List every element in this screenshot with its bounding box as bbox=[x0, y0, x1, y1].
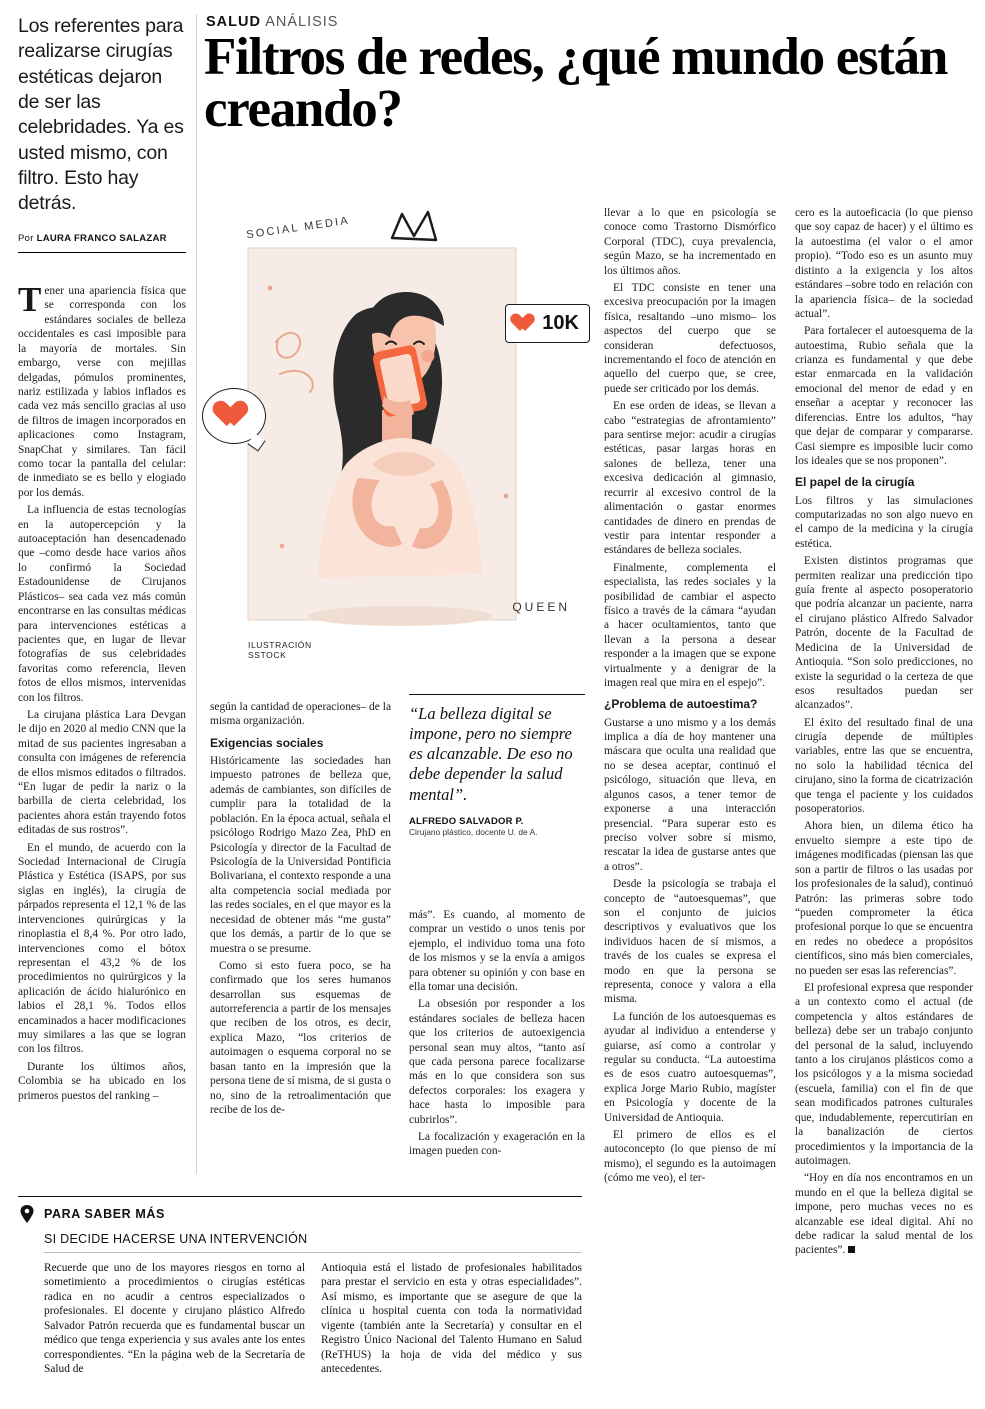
paragraph: Como si esto fuera poco, se ha confirmado que los seres humanos desarrollan sus esquemas de autorreferencia a partir de los mensajes que reciben de los otros, es decir, explica Mazo, “los criterios de autoimagen o esquema corporal no se basan tanto en la impresión que la persona tiene de sí misma, de si gusta o no, sino de la retroalimentación que recibe de los de- bbox=[210, 959, 391, 1116]
paragraph: En el mundo, de acuerdo con la Sociedad Internacional de Cirugía Plástica y Estética (ISAPS, por sus siglas en inglés), la cirugía de párpados representa el 12,1 % de las intervenciones quirúrgicas y la rinoplastia el 8,4 %. Por otro lado, intervenciones como el bótox representan el 43,2 % de los procedimientos no quirúrgicos y la aplicación de ácido hialurónico en labios el 28,1 %. Todos ellos encaminados a hacer modificaciones muy similares a las que se logran con los filtros. bbox=[18, 841, 186, 1056]
para-saber-mas-subtitle: SI DECIDE HACERSE UNA INTERVENCIÓN bbox=[44, 1232, 308, 1246]
paragraph: En ese orden de ideas, se llevan a cabo “estrategias de afrontamiento” para sentirse mejor: acudir a cirugías estéticas, pasar largas horas en salones de belleza, tener una excesiva dedicación al gimnasio, recurrir al excesivo control de la alimentación o gastar enormes cantidades de dinero en prendas de vestir para intentar responder a estándares de belleza sociales. bbox=[604, 400, 776, 557]
para-saber-mas-label: PARA SABER MÁS bbox=[44, 1207, 165, 1221]
paragraph: Finalmente, complementa el especialista, las redes sociales y la posibilidad de cambiar el aspecto físico a través de la cámara “ayudan a hacer ocultamientos, tanto que llevan a la persona a desear responder a la imagen que se expone virtualmente y a denigrar de la imagen real que mira en el espejo”. bbox=[604, 561, 776, 690]
paragraph: La cirujana plástica Lara Devgan le dijo en 2020 al medio CNN que la mitad de sus pacientes ingresaban a consulta con imágenes de referencia de ellos mismos editados o filtrados. “En lugar de pedir la nariz o la barbilla de cierta celebridad, los pacientes ahora están trayendo fotos editadas de sus rostros”. bbox=[18, 708, 186, 837]
likes-count: 10K bbox=[542, 312, 579, 334]
paragraph: Para fortalecer el autoesquema de la autoestima, Rubio señala que la crianza es fundamental y que debe estar enmarcada en la validación emocional del menor de edad y en enseñar a aceptar y reconocer las diferencias. Entre los adultos, “hay que dejar de comparar y compararse. Casi siempre es imposible lucir como los ideales que se nos proponen”. bbox=[795, 325, 973, 468]
body-column-5 bbox=[795, 206, 973, 1261]
paragraph: Durante los últimos años, Colombia se ha ubicado en los primeros puestos del ranking – bbox=[18, 1060, 186, 1102]
para-saber-mas-columns bbox=[44, 1261, 582, 1376]
paragraph: El TDC consiste en tener una excesiva preocupación por la imagen física, resaltando –uno mismo– los aspectos del cuerpo que se consideran defectuosos, incrementando el foco de atención en aquello del cuerpo que, se cree, puede ser criticado por los demás. bbox=[604, 281, 776, 395]
illustration-credit bbox=[248, 640, 312, 660]
paragraph bbox=[795, 1171, 973, 1258]
page-title: Filtros de redes, ¿qué mundo están creando? bbox=[204, 28, 948, 138]
heart-icon bbox=[218, 402, 250, 431]
body-column-4 bbox=[604, 206, 776, 1189]
para-saber-mas-header bbox=[18, 1196, 582, 1224]
paragraph: más”. Es cuando, al momento de comprar un vestido o unos tenis por ejemplo, el individuo toma una foto de los mismos y se la envía a amigos para obtener su opinión y con base en ella tomar una decisión. bbox=[409, 909, 585, 994]
paragraph: Tener una apariencia física que se corresponda con los estándares sociales de belleza occidentales es casi imposible para la mayoría de mortales. Sin embargo, verse con mejillas delgadas, pómulos prominentes, nariz estilizada y labios inflados es cada vez más sencillo gracias al uso de filtros de imagen incorporados en aplicaciones como Instagram, SnapChat y similares. Tan fácil como tocar la pantalla del celular: de inmediato se es bello y elogiado por los demás. bbox=[18, 280, 186, 499]
para-saber-mas-divider bbox=[44, 1252, 582, 1253]
kicker-section: SALUD bbox=[206, 14, 261, 30]
illustration-artwork bbox=[206, 196, 584, 666]
paragraph: Desde la psicología se trabaja el concepto de “autoesquemas”, que son el conjunto de juicios descriptivos y evaluativos que los individuos hacen de sí mismos, a través de los cuales se expresa el modo en que la persona se representa, conoce y valora a ella misma. bbox=[604, 878, 776, 1006]
subheading-problema-autoestima: ¿Problema de autoestima? bbox=[604, 697, 758, 712]
paragraph: según la cantidad de operaciones– de la misma organización. bbox=[210, 701, 391, 728]
byline bbox=[18, 233, 186, 250]
pullquote-text: “La belleza digital se impone, pero no siempre es alcanzable. De eso no debe depender la salud mental”. bbox=[409, 704, 573, 804]
paragraph: La focalización y exageración en la imagen pueden con- bbox=[409, 1131, 585, 1158]
pin-icon bbox=[18, 1204, 36, 1224]
likes-badge bbox=[505, 304, 590, 343]
para-saber-mas-col-right: Antioquia está el listado de profesionales habilitados para prestar el servicio en esta y otras especialidades”. Así mismo, es importante que se asegure de que la clínica u hospital cuenta con toda la normatividad vigente (también ante la Secretaría) y consultar en el Registro Único Nacional del Talento Humano en Salud (ReTHUS) la hoja de vida del médico y sus antecedentes. bbox=[321, 1262, 582, 1375]
subheading-exigencias-sociales: Exigencias sociales bbox=[210, 735, 324, 750]
illustration-credit-line1: ILUSTRACIÓN bbox=[248, 640, 312, 650]
illustration-credit-line2: SSTOCK bbox=[248, 650, 287, 661]
left-rail bbox=[18, 14, 186, 253]
paragraph: Los filtros y las simulaciones computarizadas no son algo nuevo en el campo de la medicina y la cirugía estética. bbox=[795, 494, 973, 550]
subheading-papel-cirugia: El papel de la cirugía bbox=[795, 475, 915, 490]
standfirst: Los referentes para realizarse cirugías estéticas dejaron de ser las celebridades. Ya es usted mismo, con filtro. Esto hay detrás. bbox=[18, 15, 184, 215]
byline-prefix: Por bbox=[18, 232, 37, 244]
body-column-3 bbox=[409, 908, 585, 1162]
heart-icon bbox=[514, 314, 536, 334]
paragraph: llevar a lo que en psicología se conoce como Trastorno Dismórfico Corporal (TDC), cuya prevalencia, según Mazo, se ha incrementado en los últimos años. bbox=[604, 207, 776, 277]
paragraph: El primero de ellos es el autoconcepto (lo que pienso de mí mismo), el segundo es la autoimagen (cómo me veo), el ter- bbox=[604, 1128, 776, 1185]
pullquote-author: ALFREDO SALVADOR P. bbox=[409, 815, 524, 827]
byline-author: LAURA FRANCO SALAZAR bbox=[36, 232, 167, 244]
end-mark bbox=[848, 1246, 855, 1253]
paragraph-text: “Hoy en día nos encontramos en un mundo en el que la belleza digital se impone, pero muchas veces no es alcanzable ese ideal digital. Ahí no debe radicar la salud mental de los pacientes”. bbox=[795, 1172, 973, 1257]
pullquote-author-role: Cirujano plástico, docente U. de A. bbox=[409, 826, 538, 837]
illustration bbox=[206, 196, 584, 666]
paragraph: Existen distintos programas que permiten realizar una predicción tipo guía frente al aspecto posoperatorio que podría alcanzar un paciente, narra el cirujano plástico Alfredo Salvador Patrón, docente de la Facultad de Medicina de la Universidad de Antioquia. “Son solo predicciones, no existe la seguridad o la certeza de que esos resultados puedan ser alcanzados”. bbox=[795, 555, 973, 712]
paragraph: La influencia de estas tecnologías en la autopercepción y la autoaceptación han desencadenado que –como desde hace varios años lo confirmó la Sociedad Estadounidense de Cirujanos Plásticos– sea cada vez más común encontrarse en las consultas médicas para intervenciones estéticas a pacientes que, en lugar de llevar fotografías de sus celebridades favoritas como referencia, lleven fotos de ellos mismos, intervenidas con los filtros. bbox=[18, 504, 186, 704]
paragraph: Históricamente las sociedades han impuesto patrones de belleza que, además de cambiantes, son difíciles de cumplir para la totalidad de la población. En la época actual, señala el psicólogo Rodrigo Mazo Zea, PhD en Psicología y director de la Facultad de Psicología de la Universidad Pontificia Bolivariana, el contexto responde a una alta competencia social mediada por las redes sociales, en el que mayor es la necesidad de obtener más “me gusta” que los demás, a partir de lo que se muestra o se presume. bbox=[210, 755, 391, 955]
heart-bubble bbox=[202, 388, 266, 444]
paragraph: El profesional expresa que responder a un contexto como el actual (de competencia y altos estándares de belleza) debe ser un trabajo conjunto del personal de la salud, incluyendo tanto a los cirujanos plásticos como a los psicólogos y a la misma sociedad (escuela, familia) con el fin de que sean modificados patrones culturales que, indudablemente, repercutirían en la banalización de ciertos procedimientos y la importancia de la autoimagen. bbox=[795, 981, 973, 1167]
paragraph: La función de los autoesquemas es ayudar al individuo a entenderse y guiarse, así como a controlar y regular su conducta. “La autoestima es de esos cuatro autoesquemas”, explica Jorge Mario Rubio, magíster en Psicología y docente de la Universidad de Antioquia. bbox=[604, 1010, 776, 1124]
column-divider bbox=[196, 14, 197, 1174]
para-saber-mas-col-left: Recuerde que uno de los mayores riesgos en torno al sometimiento a procedimientos o cirugías estéticas radica en no acudir a centros especializados o profesionales. El docente y cirujano plástico Alfredo Salvador Patrón recuerda que es fundamental buscar un médico que tenga experiencia y sus avales ante los entes correspondientes. “En la página web de la Secretaría de Salud de bbox=[44, 1262, 305, 1375]
paragraph: El éxito del resultado final de una cirugía depende de múltiples variables, entre las que se encuentra, no solo la habilidad técnica del cirujano, sino la forma de cicatrización que tenga el paciente y los cuidados posoperatorios. bbox=[795, 716, 973, 816]
queen-label: QUEEN bbox=[512, 600, 570, 614]
kicker-subsection: ANÁLISIS bbox=[265, 14, 339, 30]
pullquote bbox=[409, 694, 585, 837]
paragraph: Ahora bien, un dilema ético ha envuelto siempre a este tipo de imágenes modificadas (piensan las que son a partir de filtros o las usadas por los profesionales de la salud), continuó Patrón: las primeras sobre todo “pueden comprometer la ética profesional porque lo que se encuentra en redes no obedece a propósitos científicos, sino más bien comerciales, no pueden ser esas las referencias”. bbox=[795, 820, 973, 977]
social-media-label: SOCIAL MEDIA bbox=[245, 214, 351, 242]
paragraph: La obsesión por responder a los estándares sociales de belleza hacen que los criterios de autoexigencia personal sean muy altos, “tanto así que cada persona parece focalizarse más en lo que considera son sus defectos corporales: los exagera y hace hasta lo imposible para cubrirlos”. bbox=[409, 998, 585, 1126]
paragraph: cero es la autoeficacia (lo que pienso que soy capaz de hacer) y el último es la autoestima (el valor o el amor propio). “Todo eso es un asunto muy distinto a la exigencia y los altos estándares –sobre todo en relación con la apariencia física– de la sociedad actual”. bbox=[795, 207, 973, 320]
paragraph: Gustarse a uno mismo y a los demás implica a día de hoy mantener una máscara que oculta una realidad que no se desea aceptar, continuó el psicólogo, situación que lleva, en algunos casos, a tener temor de exponerse a una interacción presencial. “Para superar esto es preciso volver sobre sí mismo, rescatar la idea de gustarse antes que a otros”. bbox=[604, 716, 776, 873]
para-saber-mas-box bbox=[18, 1196, 582, 1376]
body-column-1 bbox=[18, 280, 186, 1106]
byline-rule bbox=[18, 252, 186, 253]
body-column-2 bbox=[210, 700, 391, 1120]
